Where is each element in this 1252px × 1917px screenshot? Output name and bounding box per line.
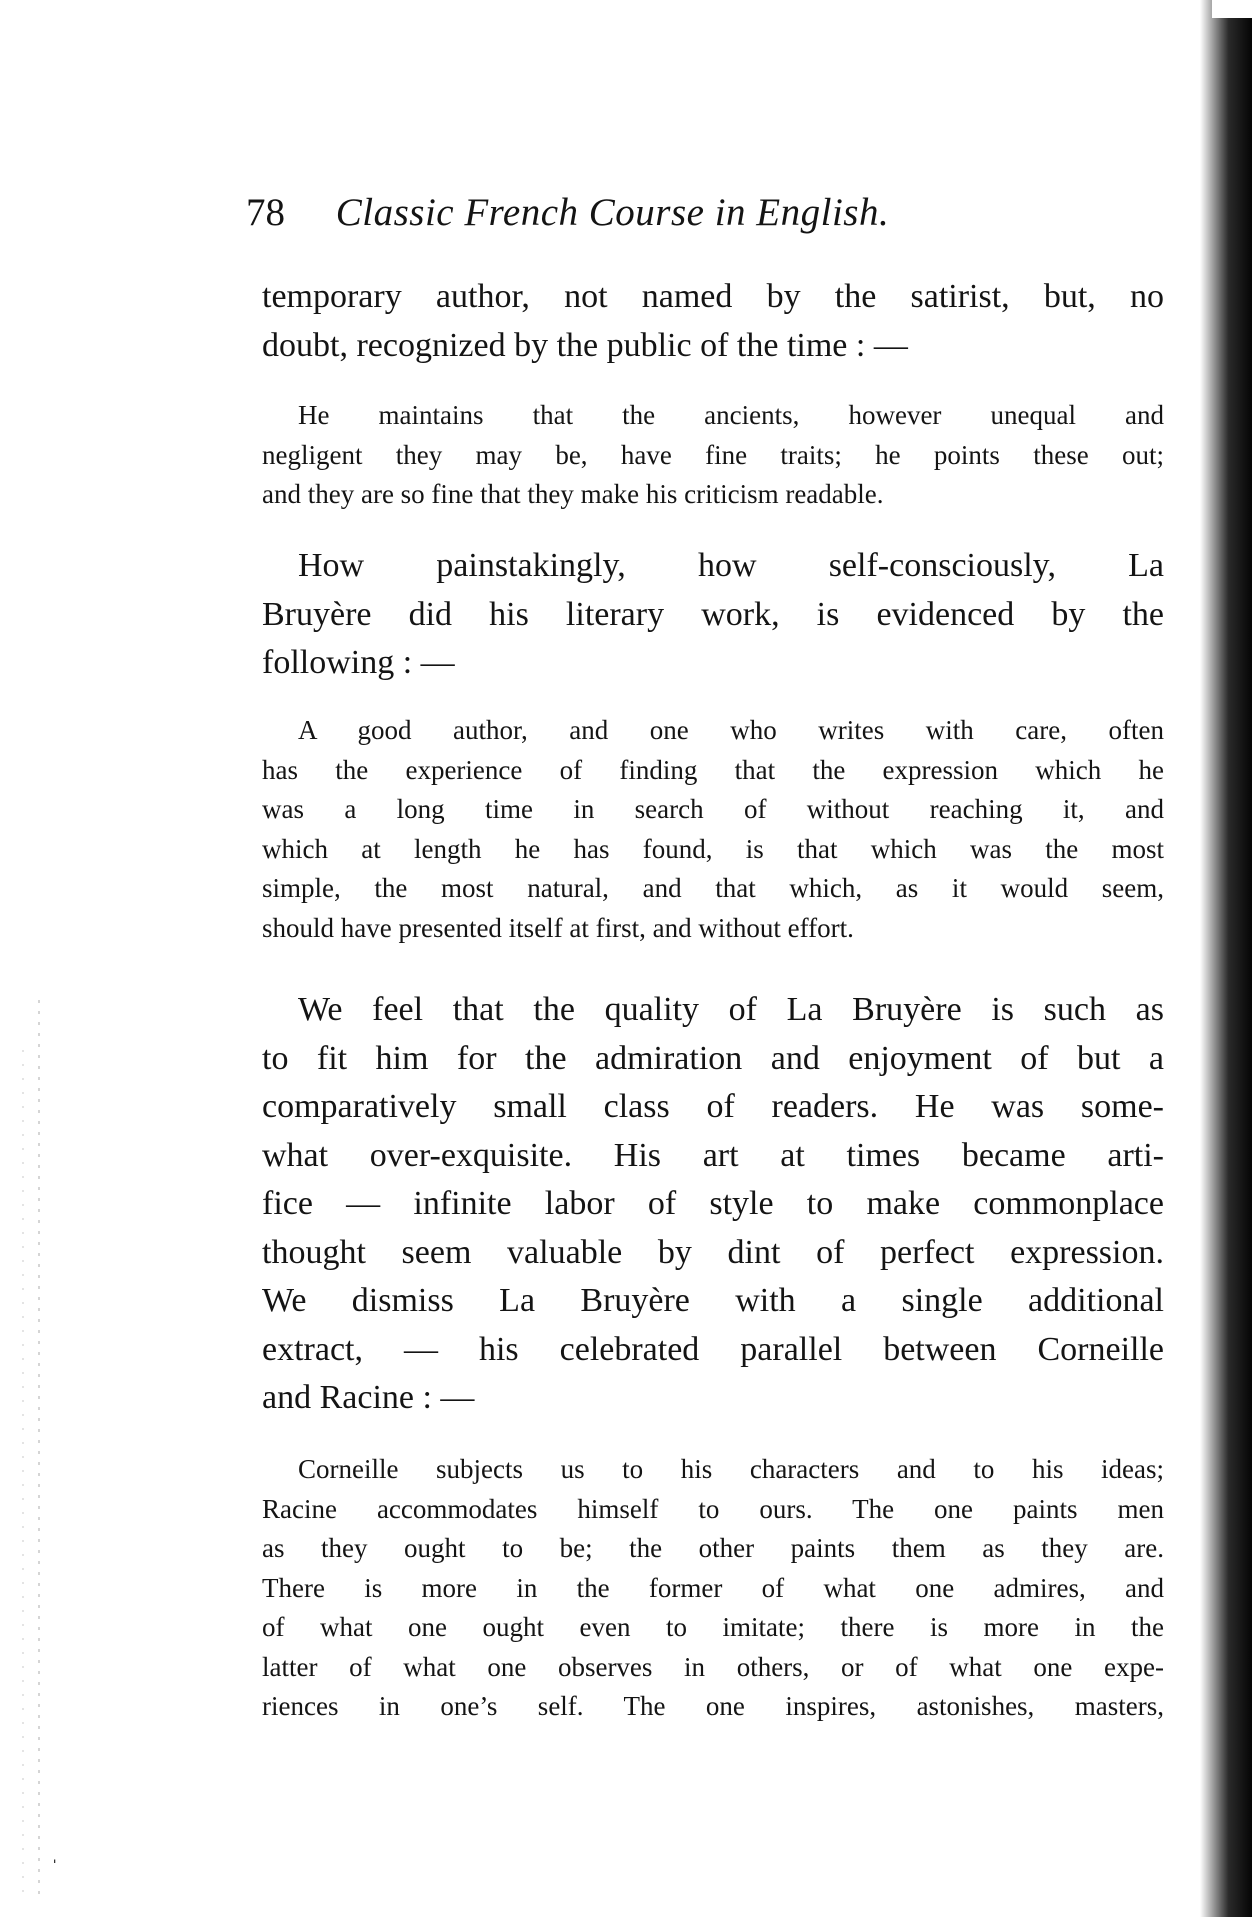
text-line: what over-exquisite. His art at times became arti- bbox=[262, 1136, 1164, 1174]
text-line: following : — bbox=[262, 644, 455, 681]
text-line: which at length he has found, is that which was the most bbox=[262, 833, 1164, 864]
block-quote-1 bbox=[262, 396, 1164, 515]
text-line: doubt, recognized by the public of the time : — bbox=[262, 326, 908, 364]
text-line: negligent they may be, have fine traits; he points these out; bbox=[262, 439, 1164, 470]
running-header bbox=[246, 188, 1166, 238]
text-line: We dismiss La Bruyère with a single additional bbox=[262, 1282, 1164, 1319]
text-line: of what one ought even to imitate; there is more in the bbox=[262, 1612, 1164, 1642]
block-quote-2 bbox=[262, 711, 1164, 948]
text-line: fice — infinite labor of style to make commonplace bbox=[262, 1185, 1164, 1222]
paragraph-2 bbox=[262, 542, 1164, 688]
text-line: has the experience of finding that the expression which he bbox=[262, 754, 1164, 785]
text-line: Bruyère did his literary work, is evidenced by the bbox=[262, 595, 1164, 633]
running-title: Classic French Course in English. bbox=[335, 191, 890, 234]
text-line: riences in one’s self. The one inspires, astonishes, masters, bbox=[262, 1691, 1164, 1721]
text-line: comparatively small class of readers. He was some- bbox=[262, 1088, 1164, 1125]
paragraph-3 bbox=[262, 986, 1164, 1423]
text-line: as they ought to be; the other paints them as they are. bbox=[262, 1533, 1164, 1563]
text-line: was a long time in search of without reaching it, and bbox=[262, 794, 1164, 824]
text-line: simple, the most natural, and that which, as it would seem, bbox=[262, 873, 1164, 903]
text-line: How painstakingly, how self-consciously, La bbox=[298, 547, 1164, 584]
gutter-marks bbox=[38, 1000, 40, 1900]
text-line: and Racine : — bbox=[262, 1379, 475, 1416]
text-line: A good author, and one who writes with care, often bbox=[298, 715, 1164, 745]
text-line: latter of what one observes in others, or of what one expe- bbox=[262, 1651, 1164, 1682]
page-number: 78 bbox=[246, 191, 285, 234]
text-line: extract, — his celebrated parallel between Corneille bbox=[262, 1330, 1164, 1368]
text-line: Racine accommodates himself to ours. The one paints men bbox=[262, 1493, 1164, 1524]
stray-ink-mark: ˌ bbox=[51, 1838, 59, 1863]
text-line: to fit him for the admiration and enjoyment of but a bbox=[262, 1039, 1164, 1077]
text-line: Corneille subjects us to his characters and to his ideas; bbox=[298, 1454, 1164, 1484]
text-line: and they are so fine that they make his criticism readable. bbox=[262, 479, 884, 509]
text-line: temporary author, not named by the satirist, but, no bbox=[262, 278, 1164, 315]
paragraph-1 bbox=[262, 273, 1164, 370]
text-line: We feel that the quality of La Bruyère is such as bbox=[298, 991, 1164, 1028]
block-quote-3 bbox=[262, 1450, 1164, 1727]
text-line: There is more in the former of what one admires, and bbox=[262, 1572, 1164, 1603]
text-line: thought seem valuable by dint of perfect expression. bbox=[262, 1233, 1164, 1271]
page-edge-shadow bbox=[1200, 0, 1252, 1917]
text-line: should have presented itself at first, and without effort. bbox=[262, 912, 854, 943]
text-line: He maintains that the ancients, however unequal and bbox=[298, 400, 1164, 430]
